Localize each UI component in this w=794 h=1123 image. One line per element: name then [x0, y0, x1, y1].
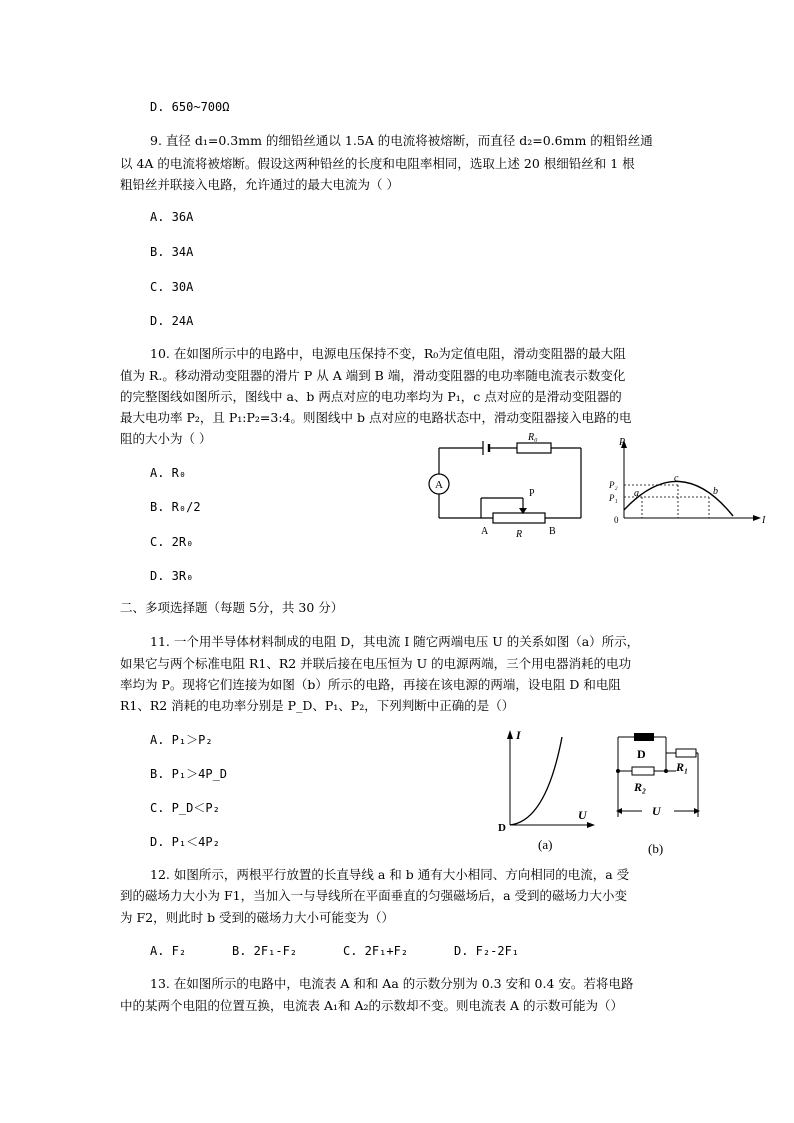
- q11-fig-a-y-label: I: [516, 728, 521, 742]
- q12-text-line-1: 12. 如图所示，两根平行放置的长直导线 a 和 b 通有大小相同、方向相同的电流，a 受: [150, 867, 630, 882]
- q11-text-line-2: 如果它与两个标准电阻 R1、R2 并联后接在电压恒为 U 的电源两端，三个用电器消耗的电功: [120, 656, 632, 671]
- q11-option-b: B. P₁＞4P_D: [150, 767, 228, 781]
- q9-option-a: A. 36A: [150, 210, 194, 224]
- q12-text-line-3: 为 F2，则此时 b 受到的磁场力大小可能变为（）: [120, 910, 395, 925]
- q10-option-c: C. 2R₀: [150, 535, 194, 549]
- q11-fig-a-caption: (a): [538, 837, 553, 852]
- q10-text-line-2: 值为 R.。移动滑动变阻器的滑片 P 从 A 端到 B 端，滑动变阻器的电功率随电流表示数变化: [120, 368, 626, 383]
- q11-fig-b-u-label: U: [652, 804, 661, 818]
- q13-text-line-1: 13. 在如图所示的电路中，电流表 A 和和 Aa 的示数分别为 0.3 安和 0.4 安。若将电路: [150, 976, 634, 991]
- q10-graph-p1-label: P₁: [609, 493, 618, 503]
- q10-slider-label: P: [529, 488, 535, 499]
- q10-graph-p2-label: P₂: [609, 480, 618, 490]
- q11-option-c: C. P_D＜P₂: [150, 801, 220, 815]
- q11-fig-b-caption: (b): [648, 841, 664, 856]
- q10-option-b: B. R₀/2: [150, 500, 201, 514]
- q10-graph-point-b: b: [713, 486, 718, 497]
- q10-graph-point-c: c: [674, 473, 679, 484]
- q10-ammeter-label: A: [435, 479, 443, 491]
- q11-circuit-b-figure: [612, 725, 704, 860]
- q10-circuit-diagram: [425, 432, 595, 540]
- q11-text-line-3: 率均为 P。现将它们连接为如图（b）所示的电路，再接在该电源的两端，设电阻 D 和电阻: [120, 677, 621, 692]
- q11-text-line-1: 11. 一个用半导体材料制成的电阻 D，其电流 I 随它两端电压 U 的关系如图（a）所示，: [150, 634, 640, 649]
- section-2-heading: 二、多项选择题（每题 5分，共 30 分）: [120, 600, 344, 615]
- q11-text-line-4: R1、R2 消耗的电功率分别是 P_D、P₁、P₂，下列判断中正确的是（）: [120, 698, 515, 713]
- q9-text-line-3: 粗铅丝并联接入电路，允许通过的最大电流为（ ）: [120, 177, 399, 192]
- q11-option-a: A. P₁＞P₂: [150, 733, 213, 747]
- q10-graph-origin: 0: [614, 515, 619, 525]
- q11-fig-b-d-label: D: [637, 747, 646, 761]
- q10-text-line-3: 的完整图线如图所示，图线中 a、b 两点对应的电功率均为 P₁，c 点对应的是滑动变阻器的: [120, 389, 622, 404]
- q8-option-d: D. 650~700Ω: [150, 100, 230, 114]
- q10-graph-y-label: P: [619, 437, 626, 448]
- q11-iu-curve-figure: [494, 725, 604, 860]
- q10-end-b-label: B: [549, 526, 556, 537]
- q10-option-a: A. R₀: [150, 466, 187, 480]
- q10-power-graph: [605, 436, 770, 526]
- q10-r0-label: R₀: [528, 432, 538, 443]
- q10-text-line-1: 10. 在如图所示中的电路中，电源电压保持不变，R₀为定值电阻，滑动变阻器的最大阻: [150, 346, 626, 361]
- q13-text-line-2: 中的某两个电阻的位置互换，电流表 A₁和 A₂的示数却不变。则电流表 A 的示数可能为（）: [120, 998, 623, 1013]
- q9-option-d: D. 24A: [150, 314, 194, 328]
- q9-option-c: C. 30A: [150, 280, 194, 294]
- q10-graph-x-label: I: [762, 515, 766, 526]
- q11-fig-a-x-label: U: [578, 808, 587, 822]
- q12-text-line-2: 到的磁场力大小为 F1，当加入一与导线所在平面垂直的匀强磁场后，a 受到的磁场力大小变: [120, 888, 628, 903]
- q12-option-d: D. F₂-2F₁: [454, 944, 520, 958]
- q11-fig-a-origin: D: [498, 822, 506, 834]
- q10-text-line-5: 阻的大小为（ ）: [120, 431, 212, 446]
- q9-text-line-1: 9. 直径 d₁=0.3mm 的细铅丝通以 1.5A 的电流将被熔断，而直径 d₂=0.6mm 的粗铅丝通: [150, 133, 653, 148]
- q11-fig-b-r2-label: R₂: [634, 780, 647, 794]
- q10-r-label: R: [516, 529, 523, 540]
- q12-option-a: A. F₂: [150, 944, 187, 958]
- q10-end-a-label: A: [481, 526, 489, 537]
- q10-option-d: D. 3R₀: [150, 569, 194, 583]
- q10-graph-point-a: a: [634, 488, 639, 499]
- q11-option-d: D. P₁＜4P₂: [150, 835, 220, 849]
- q12-option-b: B. 2F₁-F₂: [232, 944, 298, 958]
- q10-text-line-4: 最大电功率 P₂，且 P₁:P₂=3:4。则图线中 b 点对应的电路状态中，滑动变阻器接入电路的电: [120, 410, 632, 425]
- q9-text-line-2: 以 4A 的电流将被熔断。假设这两种铅丝的长度和电阻率相同，选取上述 20 根细铅丝和 1 根: [120, 156, 635, 171]
- q9-option-b: B. 34A: [150, 245, 194, 259]
- q11-fig-b-r1-label: R₁: [676, 760, 689, 774]
- q12-option-c: C. 2F₁+F₂: [343, 944, 409, 958]
